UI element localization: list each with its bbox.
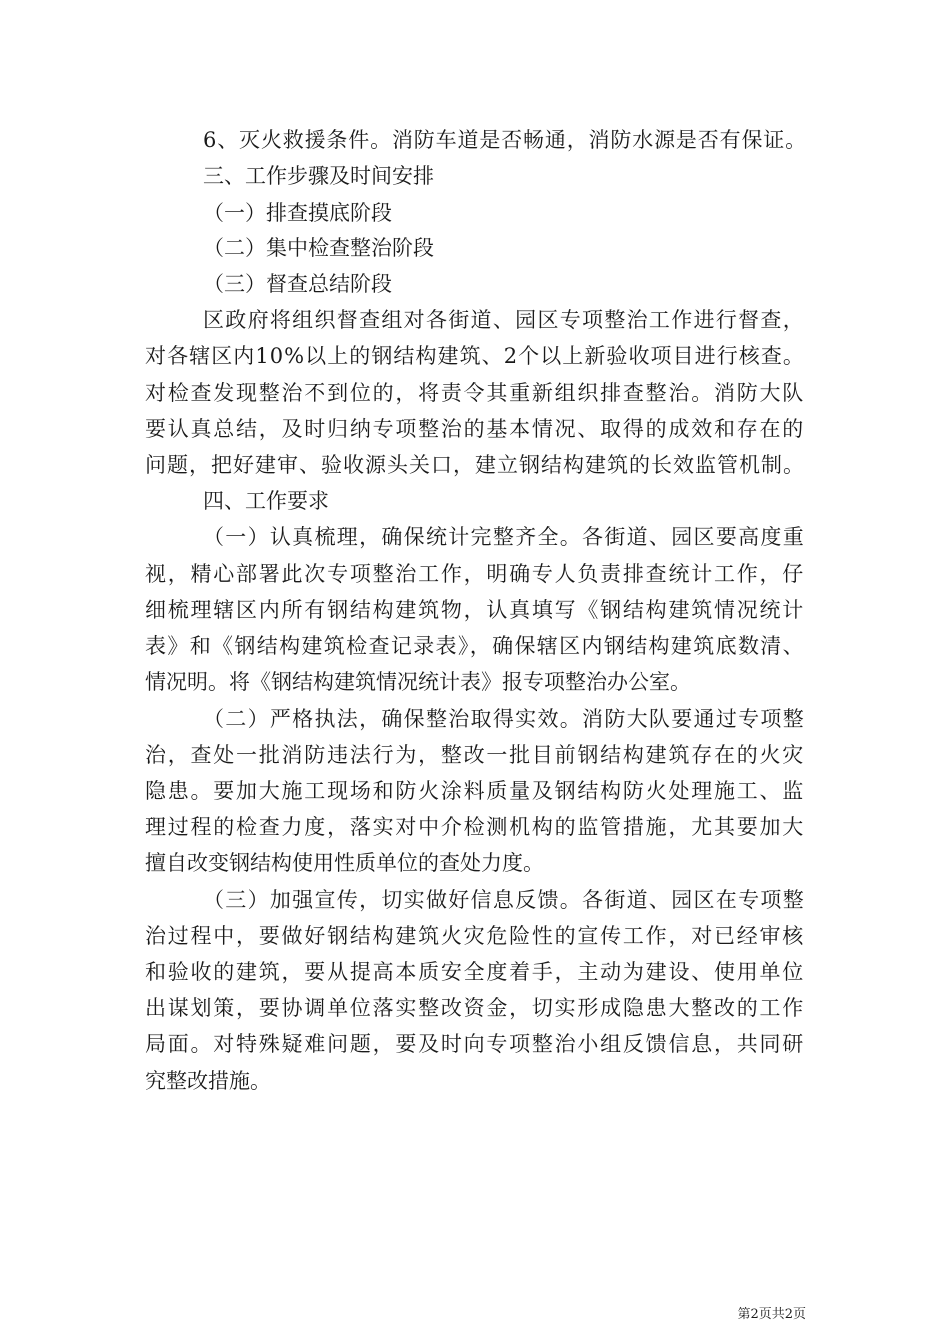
text-line: [0, 1066, 950, 1096]
text-line-content: 要认真总结，及时归纳专项整治的基本情况、取得的成效和存在的: [145, 417, 805, 441]
page-footer: 第2页共2页: [737, 1307, 806, 1322]
text-line: [0, 740, 950, 770]
text-line-content: （二）集中检查整治阶段: [203, 236, 434, 260]
text-line-content: 对检查发现整治不到位的，将责令其重新组织排查整治。消防大队: [145, 381, 805, 405]
text-line-content: 细梳理辖区内所有钢结构建筑物，认真填写《钢结构建筑情况统计: [145, 598, 805, 622]
text-line: [0, 559, 950, 589]
text-line: [0, 1029, 950, 1059]
text-line-content: 表》和《钢结构建筑检查记录表》，确保辖区内钢结构建筑底数清、: [145, 634, 805, 658]
text-line: [0, 198, 950, 228]
text-line-content: （一）排查摸底阶段: [203, 201, 392, 225]
text-line-content: 出谋划策，要协调单位落实整改资金，切实形成隐患大整改的工作: [145, 996, 805, 1020]
text-line: [0, 957, 950, 987]
text-line-content: 视，精心部署此次专项整治工作，明确专人负责排查统计工作，仔: [145, 562, 805, 586]
text-line-content: （三）督查总结阶段: [203, 272, 392, 296]
text-line-content: 和验收的建筑，要从提高本质安全度着手，主动为建设、使用单位: [145, 960, 805, 984]
text-line-content: 四、工作要求: [203, 489, 329, 513]
text-line: [0, 885, 950, 915]
text-line: [0, 233, 950, 263]
text-line: [0, 631, 950, 661]
text-line-content: 隐患。要加大施工现场和防火涂料质量及钢结构防火处理施工、监: [145, 779, 805, 803]
text-line-content: 擅自改变钢结构使用性质单位的查处力度。: [145, 851, 544, 875]
text-line: [0, 776, 950, 806]
text-line-content: 6、灭火救援条件。消防车道是否畅通，消防水源是否有保证。: [203, 128, 807, 152]
text-line-content: 情况明。将《钢结构建筑情况统计表》报专项整治办公室。: [145, 670, 691, 694]
text-line: [0, 993, 950, 1023]
text-line: [0, 414, 950, 444]
text-line-content: 三、工作步骤及时间安排: [203, 164, 434, 188]
text-line: [0, 522, 950, 552]
text-line: [0, 848, 950, 878]
text-line: [0, 704, 950, 734]
text-line: [0, 269, 950, 299]
text-line-content: （二）严格执法，确保整治取得实效。消防大队要通过专项整: [203, 707, 805, 731]
text-line-content: 治过程中，要做好钢结构建筑火灾危险性的宣传工作，对已经审核: [145, 924, 805, 948]
text-line: [0, 341, 950, 371]
text-line: [0, 161, 950, 191]
text-line: [0, 812, 950, 842]
text-line: [0, 378, 950, 408]
text-line-content: （一）认真梳理，确保统计完整齐全。各街道、园区要高度重: [203, 525, 805, 549]
text-line: [0, 486, 950, 516]
text-line-content: 对各辖区内10%以上的钢结构建筑、2个以上新验收项目进行核查。: [145, 344, 805, 368]
text-line-content: 理过程的检查力度，落实对中介检测机构的监管措施，尤其要加大: [145, 815, 805, 839]
text-line: [0, 450, 950, 480]
text-line-content: 究整改措施。: [145, 1069, 271, 1093]
text-line-content: 治，查处一批消防违法行为，整改一批目前钢结构建筑存在的火灾: [145, 743, 805, 767]
text-line-content: 局面。对特殊疑难问题，要及时向专项整治小组反馈信息，共同研: [145, 1032, 805, 1056]
text-line: [0, 305, 950, 335]
text-line: [0, 667, 950, 697]
text-line-content: （三）加强宣传，切实做好信息反馈。各街道、园区在专项整: [203, 888, 805, 912]
text-line: [0, 921, 950, 951]
text-line: [0, 125, 950, 155]
text-line: [0, 595, 950, 625]
text-line-content: 区政府将组织督查组对各街道、园区专项整治工作进行督查，: [203, 308, 805, 332]
text-line-content: 问题，把好建审、验收源头关口，建立钢结构建筑的长效监管机制。: [145, 453, 805, 477]
